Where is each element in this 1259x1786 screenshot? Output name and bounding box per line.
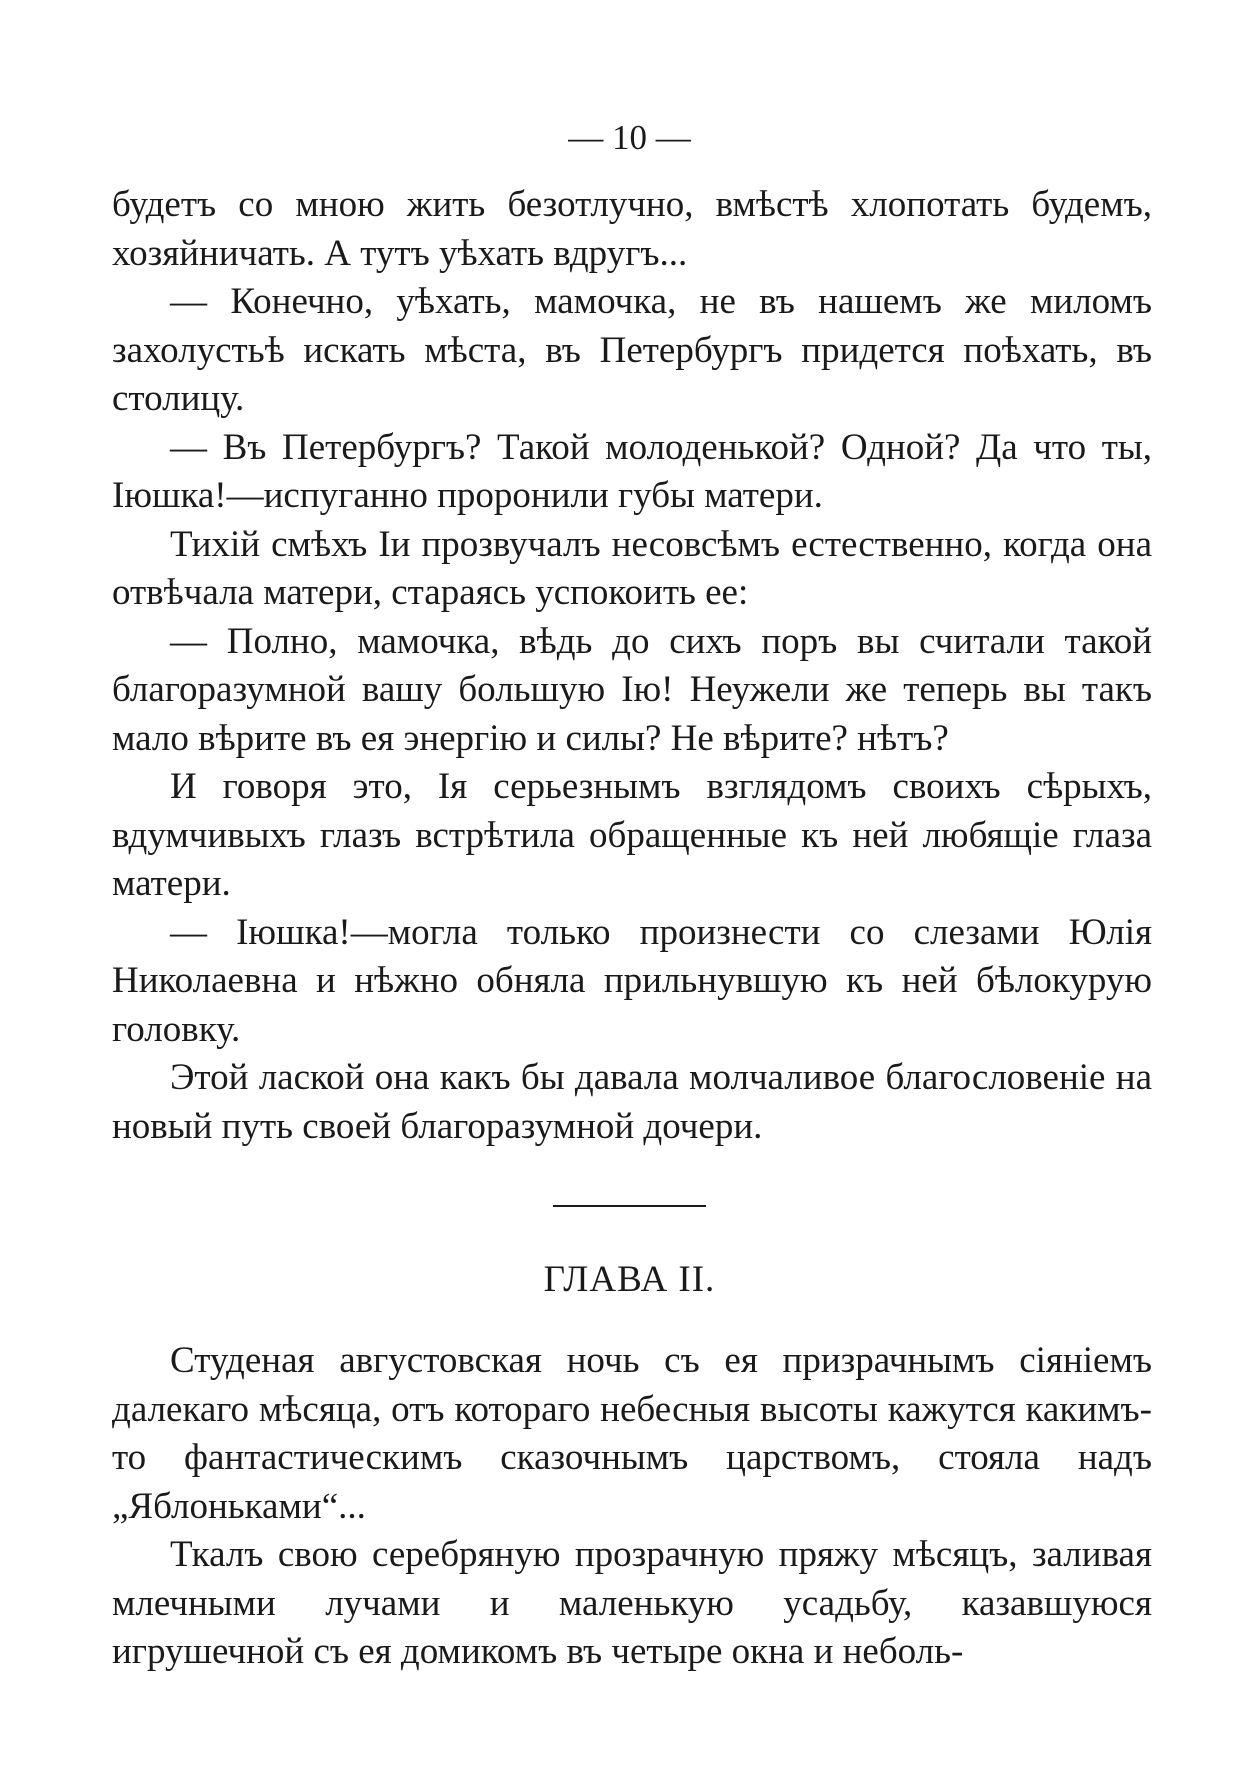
text-section-2 <box>112 1337 1152 1677</box>
paragraph: Этой лаской она какъ бы давала молчаливое благословеніе на новый путь своей благоразумной дочери. <box>112 1057 1152 1147</box>
paragraph: — Іюшка!—могла только произнести со слезами Юлія Николаевна и нѣжно обняла прильнувшую къ ней бѣлокурую головку. <box>112 911 1152 1050</box>
paragraph: — Полно, мамочка, вѣдь до сихъ поръ вы считали такой благоразумной вашу большую Ію! Неужели же теперь вы такъ мало вѣрите въ ея энергію и силы? Не вѣрите? нѣтъ? <box>112 620 1152 759</box>
paragraph: Ткалъ свою серебряную прозрачную пряжу мѣсяцъ, заливая млечными лучами и маленькую усадьбу, казавшуюся игрушечной съ ея домикомъ въ четыре окна и неболь- <box>112 1534 1152 1672</box>
paragraph: И говоря это, Ія серьезнымъ взглядомъ своихъ сѣрыхъ, вдумчивыхъ глазъ встрѣтила обращенные къ ней любящіе глаза матери. <box>112 766 1152 904</box>
paragraph: — Въ Петербургъ? Такой молоденькой? Одной? Да что ты, Іюшка!—испуганно проронили губы матери. <box>112 426 1152 516</box>
paragraph-continued: будетъ со мною жить безотлучно, вмѣстѣ хлопотать будемъ, хозяйничать. А тутъ уѣхать вдругъ... <box>112 184 1152 274</box>
paragraph: Тихій смѣхъ Іи прозвучалъ несовсѣмъ естественно, когда она отвѣчала матери, стараясь успокоить ее: <box>112 523 1152 613</box>
paragraph: — Конечно, уѣхать, мамочка, не въ нашемъ же миломъ захолустьѣ искать мѣста, въ Петербургъ придется поѣхать, въ столицу. <box>112 281 1152 419</box>
chapter-title: ГЛАВА II. <box>543 1259 716 1300</box>
page-number: — 10 — <box>568 118 691 157</box>
section-divider <box>553 1205 706 1207</box>
paragraph: Студеная августовская ночь съ ея призрачнымъ сіяніемъ далекаго мѣсяца, отъ котораго небесныя высоты кажутся какимъ-то фантастическимъ сказочнымъ царствомъ, стояла надъ „Яблоньками“... <box>112 1340 1152 1527</box>
text-section-1 <box>112 181 1152 1151</box>
